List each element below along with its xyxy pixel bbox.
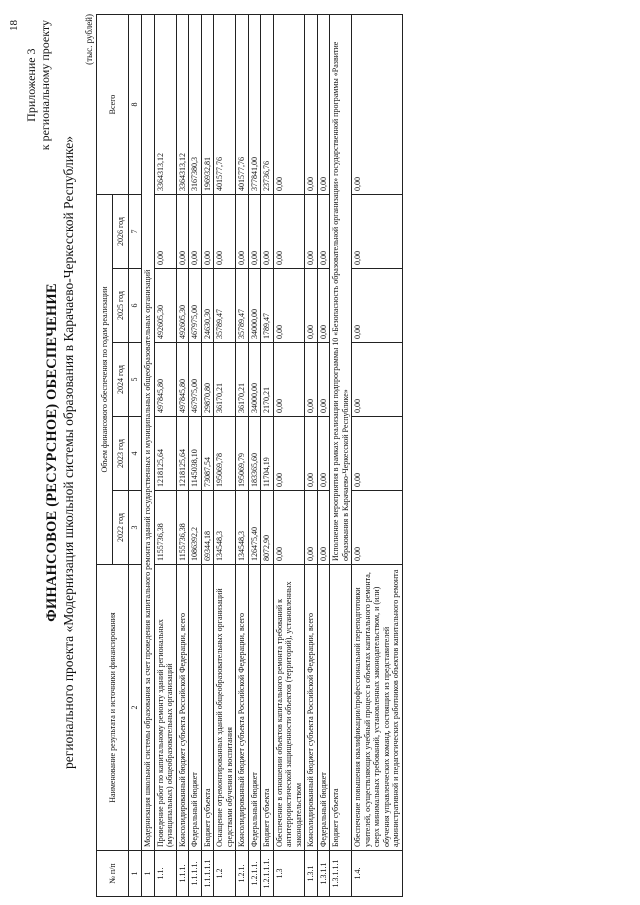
row-number: 1.4.	[352, 851, 403, 897]
year-value: 0,00	[305, 491, 318, 565]
row-name: Федеральный бюджет	[189, 565, 202, 851]
year-value: 24630,30	[201, 269, 214, 343]
column-index: 2	[129, 565, 142, 851]
year-value: 0,00	[273, 343, 305, 417]
row-name: Федеральный бюджет	[248, 565, 261, 851]
table-row	[176, 15, 189, 897]
page-number: 18	[8, 20, 20, 31]
section-title: Модернизация школьной системы образования за счет проведения капитального ремонта зданий государственных и муниципальных общеобразовательных организаций	[142, 15, 155, 851]
year-value: 0,00	[273, 491, 305, 565]
row-name: Федеральный бюджет	[317, 565, 330, 851]
year-value: 1789,47	[261, 269, 274, 343]
year-value: 2170,21	[261, 343, 274, 417]
row-number: 1.1.1.1.	[189, 851, 202, 897]
year-value: 497845,80	[154, 343, 176, 417]
column-index: 1	[129, 851, 142, 897]
year-value: 0,00	[273, 417, 305, 491]
row-number: 1.3	[273, 851, 305, 897]
row-name: Консолидированный бюджет субъекта Российской Федерации, всего	[236, 565, 249, 851]
row-note: Исполнение мероприятия в рамках реализации подпрограммы 10 «Безопасность образовательной организации» государственной программы «Развитие образования в Карачаево-Черкесской Республике»	[330, 15, 352, 565]
year-value: 492605,30	[176, 269, 189, 343]
year-value: 35789,47	[214, 269, 236, 343]
total-value: 3364313,12	[176, 15, 189, 195]
year-value: 34000,00	[248, 343, 261, 417]
table-header	[97, 15, 142, 897]
year-value: 0,00	[189, 195, 202, 269]
row-name: Проведение работ по капитальному ремонту зданий региональных (муниципальных) общеобразовательных организаций	[154, 565, 176, 851]
table-row	[201, 15, 214, 897]
column-index: 7	[129, 195, 142, 269]
year-value: 0,00	[352, 343, 403, 417]
table-row	[248, 15, 261, 897]
row-number: 1.3.1.1	[317, 851, 330, 897]
financing-table	[96, 14, 403, 897]
table-row	[330, 15, 352, 897]
column-index: 4	[129, 417, 142, 491]
table-body	[142, 15, 403, 897]
year-value: 36170,21	[236, 343, 249, 417]
column-index: 5	[129, 343, 142, 417]
year-value: 0,00	[317, 491, 330, 565]
year-value: 0,00	[352, 269, 403, 343]
header-year: 2026 год	[113, 195, 129, 269]
year-value: 0,00	[317, 195, 330, 269]
row-number: 1.1.1.	[176, 851, 189, 897]
row-name: Бюджет субъекта	[330, 565, 352, 851]
year-value: 34000,00	[248, 269, 261, 343]
table-row	[154, 15, 176, 897]
year-value: 0,00	[248, 195, 261, 269]
header-name: Наименование результата и источники финансирования	[97, 565, 129, 851]
document-title: ФИНАНСОВОЕ (РЕСУРСНОЕ) ОБЕСПЕЧЕНИЕ	[44, 283, 60, 622]
header-year: 2022 год	[113, 491, 129, 565]
year-value: 0,00	[305, 343, 318, 417]
document-subtitle: регионального проекта «Модернизация школьной системы образования в Карачаево-Черкесской Республике»	[61, 136, 76, 769]
year-value: 1086392,2	[189, 491, 202, 565]
year-value: 8072,90	[261, 491, 274, 565]
year-value: 0,00	[317, 343, 330, 417]
table-row	[273, 15, 305, 897]
year-value: 73087,54	[201, 417, 214, 491]
row-name: Обеспечение в отношении объектов капитального ремонта требований к антитеррористической защищенности объектов (территорий), установленных законодательством	[273, 565, 305, 851]
table-row	[305, 15, 318, 897]
year-value: 36170,21	[214, 343, 236, 417]
row-name: Бюджет субъекта	[261, 565, 274, 851]
year-value: 134548,3	[214, 491, 236, 565]
table-row	[317, 15, 330, 897]
total-value: 0,00	[273, 15, 305, 195]
year-value: 183365,60	[248, 417, 261, 491]
year-value: 35789,47	[236, 269, 249, 343]
total-value: 0,00	[352, 15, 403, 195]
header-year: 2025 год	[113, 269, 129, 343]
year-value: 0,00	[236, 195, 249, 269]
year-value: 1218125,64	[176, 417, 189, 491]
total-value: 377841,00	[248, 15, 261, 195]
total-value: 3167380,3	[189, 15, 202, 195]
year-value: 0,00	[176, 195, 189, 269]
row-name: Оснащение отремонтированных зданий общеобразовательных организаций средствами обучения и воспитания	[214, 565, 236, 851]
year-value: 195069,78	[214, 417, 236, 491]
row-number: 1.2.1.	[236, 851, 249, 897]
table-row	[236, 15, 249, 897]
column-index: 8	[129, 15, 142, 195]
total-value: 196932,81	[201, 15, 214, 195]
year-value: 467975,00	[189, 269, 202, 343]
units-note: (тыс. рублей)	[84, 14, 94, 65]
total-value: 3364313,12	[154, 15, 176, 195]
year-value: 0,00	[214, 195, 236, 269]
total-value: 0,00	[317, 15, 330, 195]
table-row	[214, 15, 236, 897]
year-value: 492605,30	[154, 269, 176, 343]
column-index: 3	[129, 491, 142, 565]
header-total: Всего	[97, 15, 129, 195]
row-number: 1.3.1	[305, 851, 318, 897]
row-number: 1.2.1.1.	[248, 851, 261, 897]
year-value: 0,00	[261, 195, 274, 269]
row-number: 1.2	[214, 851, 236, 897]
year-value: 0,00	[305, 417, 318, 491]
header-volume: Объем финансового обеспечения по годам реализации	[97, 195, 113, 565]
total-value: 401577,76	[236, 15, 249, 195]
row-number: 1.1.1.1.1	[201, 851, 214, 897]
year-value: 0,00	[352, 491, 403, 565]
header-year: 2024 год	[113, 343, 129, 417]
row-name: Консолидированный бюджет субъекта Российской Федерации, всего	[176, 565, 189, 851]
year-value: 11704,19	[261, 417, 274, 491]
year-value: 0,00	[352, 417, 403, 491]
table-row	[261, 15, 274, 897]
total-value: 401577,76	[214, 15, 236, 195]
year-value: 0,00	[273, 195, 305, 269]
year-value: 0,00	[201, 195, 214, 269]
year-value: 0,00	[352, 195, 403, 269]
year-value: 0,00	[305, 195, 318, 269]
year-value: 134548,3	[236, 491, 249, 565]
year-value: 497845,80	[176, 343, 189, 417]
header-num: № п/п	[97, 851, 129, 897]
section-row	[142, 15, 155, 897]
year-value: 1145038,10	[189, 417, 202, 491]
year-value: 1218125,64	[154, 417, 176, 491]
total-value: 0,00	[305, 15, 318, 195]
year-value: 0,00	[154, 195, 176, 269]
year-value: 195069,79	[236, 417, 249, 491]
year-value: 0,00	[317, 417, 330, 491]
row-name: Обеспечение повышения квалификации/профессиональной переподготовки учителей, осуществляющих учебный процесс в объектах капитального ремонта, сверх минимальных требований, установленных законодательством, и (или) обучения управленческих команд, состоящих из представителей административной и педагогических работников объектов капитального ремонта	[352, 565, 403, 851]
row-name: Бюджет субъекта	[201, 565, 214, 851]
total-value: 23736,76	[261, 15, 274, 195]
column-index-row	[129, 15, 142, 897]
row-number: 1.1.	[154, 851, 176, 897]
row-number: 1	[142, 851, 155, 897]
row-name: Консолидированный бюджет субъекта Российской Федерации, всего	[305, 565, 318, 851]
table-row	[352, 15, 403, 897]
row-number: 1.2.1.1.1.	[261, 851, 274, 897]
year-value: 467975,00	[189, 343, 202, 417]
header-year: 2023 год	[113, 417, 129, 491]
table-row	[189, 15, 202, 897]
year-value: 126475,40	[248, 491, 261, 565]
year-value: 0,00	[317, 269, 330, 343]
year-value: 0,00	[305, 269, 318, 343]
year-value: 69344,18	[201, 491, 214, 565]
column-index: 6	[129, 269, 142, 343]
year-value: 29870,80	[201, 343, 214, 417]
year-value: 1155736,38	[154, 491, 176, 565]
year-value: 1155736,38	[176, 491, 189, 565]
appendix-line-1: Приложение 3	[24, 48, 38, 122]
year-value: 0,00	[273, 269, 305, 343]
row-number: 1.3.1.1.1	[330, 851, 352, 897]
appendix-line-2: к региональному проекту	[38, 20, 52, 151]
